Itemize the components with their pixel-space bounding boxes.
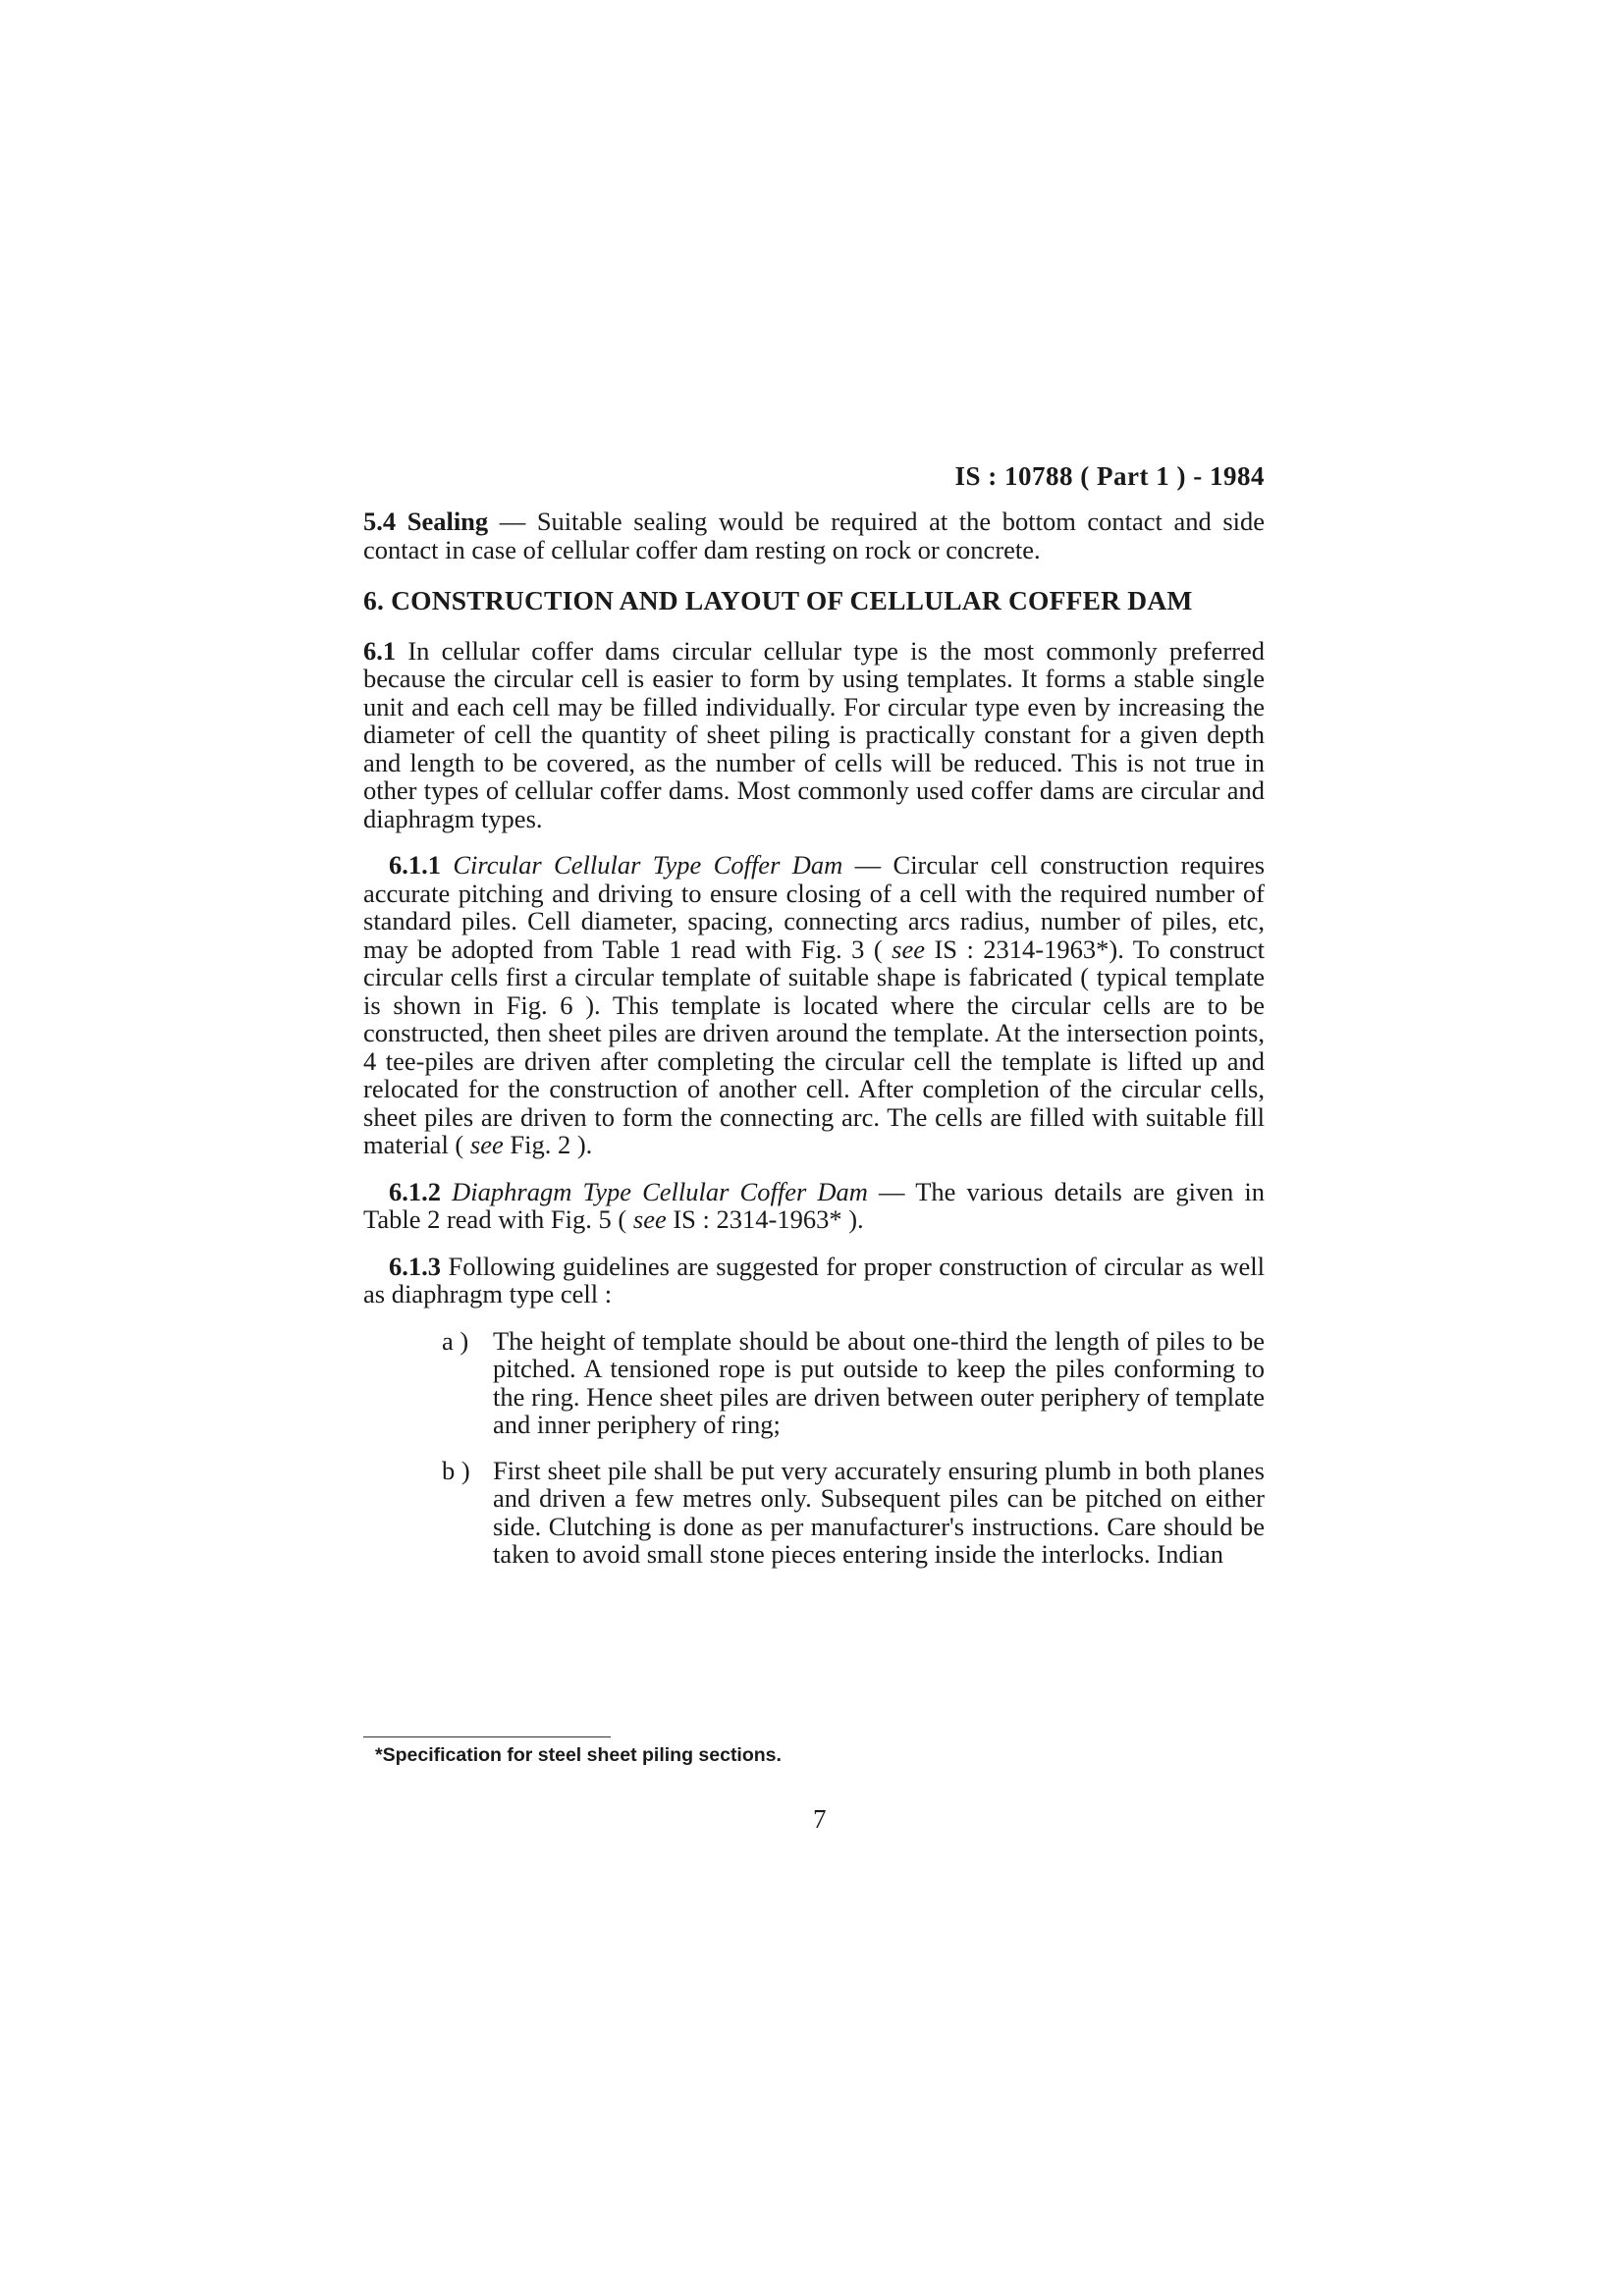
see-reference: see <box>469 1130 504 1159</box>
clause-6-1-1: 6.1.1 Circular Cellular Type Coffer Dam — Circular cell construction requires accurate pitching and driving to ensure closing of a cell with the required number of standard piles. Cell diameter, spacing, connecting arcs radius, number of piles, etc, may be adopted from Table 1 read with Fig. 3 ( see IS : 2314-1963*). To construct circular cells first a circular template of suitable shape is fabricated ( typical template is shown in Fig. 6 ). This template is located where the circular cells are to be constructed, then sheet piles are driven around the template. At the intersection points, 4 tee-piles are driven after completing the circular cell the template is lifted up and relocated for the construction of another cell. After completion of the circular cells, sheet piles are driven to form the connecting arc. The cells are filled with suitable fill material ( see Fig. 2 ). <box>363 850 1266 1159</box>
clause-title: Diaphragm Type Cellular Coffer Dam <box>452 1176 868 1206</box>
clause-text: Fig. 2 ). <box>503 1130 593 1159</box>
list-text: The height of template should be about one-third the length of piles to be pitched. A tensioned rope is put outside to keep the piles conforming to the ring. Hence sheet piles are driven between outer periphery of template and inner periphery of ring; <box>493 1325 1265 1439</box>
clause-number: 6.1.1 <box>389 850 441 880</box>
section-heading: 6. CONSTRUCTION AND LAYOUT OF CELLULAR COFFER DAM <box>363 585 1193 615</box>
list-label: b ) <box>442 1455 470 1485</box>
list-item <box>363 1327 1265 1439</box>
clause-6-1-2: 6.1.2 Diaphragm Type Cellular Coffer Dam — The various details are given in Table 2 read with Fig. 5 ( see IS : 2314-1963* ). <box>363 1176 1265 1234</box>
clause-text: Circular cell construction requires accurate pitching and driving to ensure closing of a cell with the required number of standard piles. Cell diameter, spacing, connecting arcs radius, number of piles, etc, may be adopted from Table 1 read with Fig. 3 ( <box>363 850 1266 964</box>
clause-text: The various details are given in Table 2 read with Fig. 5 ( <box>363 1176 1265 1234</box>
clause-6-1 <box>363 637 1265 833</box>
document-header: IS : 10788 ( Part 1 ) - 1984 <box>954 461 1265 491</box>
clause-number: 6.1 <box>363 635 397 666</box>
see-reference: see <box>892 934 925 964</box>
list-label: a ) <box>442 1325 469 1356</box>
em-dash: — <box>488 507 537 536</box>
clause-title: Circular Cellular Type Coffer Dam <box>453 850 843 880</box>
clause-6-1-3 <box>363 1253 1265 1308</box>
clause-number: 5.4 <box>363 507 397 536</box>
list-text: First sheet pile shall be put very accurately ensuring plumb in both planes and driven a few metres only. Subsequent piles can be pitched on either side. Clutching is done as per manufacturer's instructions. Care should be taken to avoid small stone pieces entering inside the interlocks. Indian <box>493 1455 1265 1569</box>
clause-text: IS : 2314-1963*). To construct circular cells first a circular template of suitable shape is fabricated ( typical template is shown in Fig. 6 ). This template is located where the circular cells are to be constructed, then sheet piles are driven around the template. At the intersection points, 4 tee-piles are driven after completing the circular cell the template is lifted up and relocated for the construction of another cell. After completion of the circular cells, sheet piles are driven to form the connecting arc. The cells are filled with suitable fill material ( <box>363 934 1265 1159</box>
clause-number: 6.1.2 <box>389 1176 441 1206</box>
clause-5-4 <box>363 507 1265 563</box>
footnote-rule <box>363 1736 611 1737</box>
page-number: 7 <box>813 1804 827 1834</box>
clause-number: 6.1.3 <box>389 1251 441 1281</box>
see-reference: see <box>632 1204 667 1234</box>
list-item <box>363 1457 1265 1569</box>
clause-title: Sealing <box>406 507 489 536</box>
clause-text: Following guidelines are suggested for proper construction of circular as well as diaphragm type cell : <box>363 1251 1265 1308</box>
clause-text: Suitable sealing would be required at the bottom contact and side contact in case of cellular coffer dam resting on rock or concrete. <box>363 507 1266 564</box>
clause-text: IS : 2314-1963* ). <box>666 1204 864 1234</box>
clause-text: In cellular coffer dams circular cellular type is the most commonly preferred because the circular cell is easier to form by using templates. It forms a stable single unit and each cell may be filled individually. For circular type even by increasing the diameter of cell the quantity of sheet piling is practically constant for a given depth and length to be covered, as the number of cells will be reduced. This is not true in other types of cellular coffer dams. Most commonly used coffer dams are circular and diaphragm types. <box>363 635 1265 833</box>
body-text <box>363 507 1265 1586</box>
footnote: *Specification for steel sheet piling sections. <box>375 1744 782 1766</box>
